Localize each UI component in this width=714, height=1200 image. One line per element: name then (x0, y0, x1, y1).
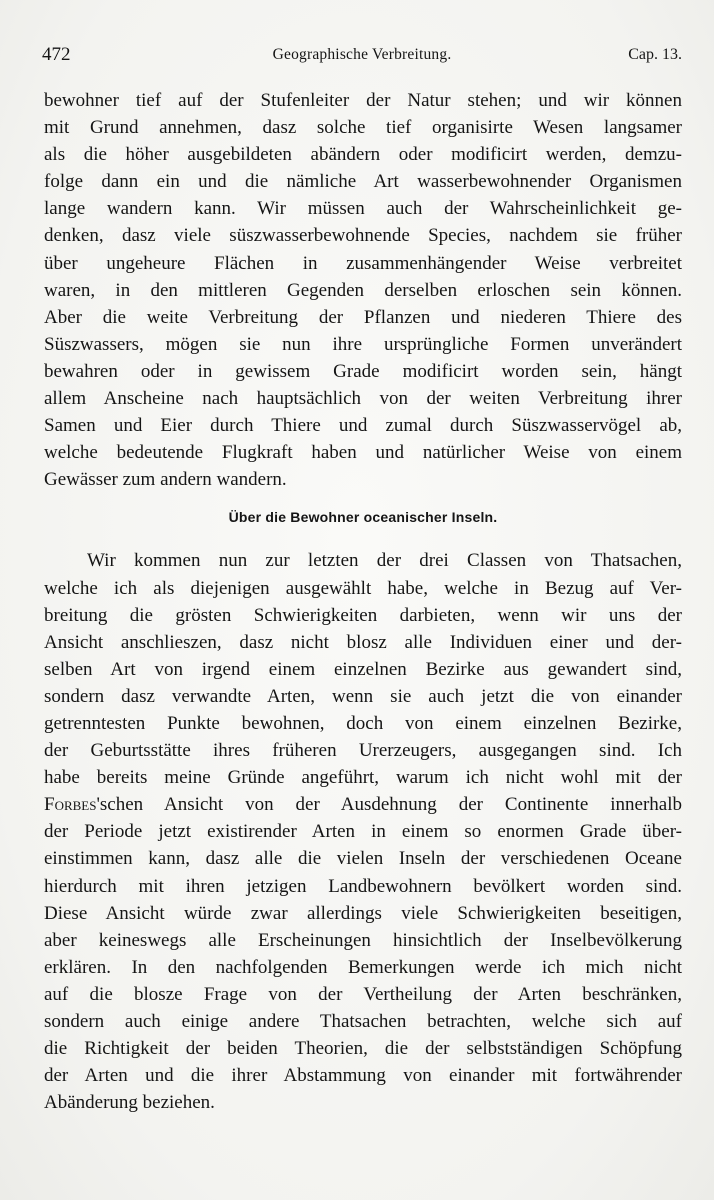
text-line: auf die blosze Frage von der Vertheilung der Arten beschränken, (44, 983, 682, 1005)
text-line: mit Grund annehmen, dasz solche tief organisirte Wesen langsamer (44, 117, 682, 139)
text-line: bewahren oder in gewissem Grade modificirt worden sein, hängt (44, 360, 682, 382)
text-line: getrenntesten Punkte bewohnen, doch von einem einzelnen Bezirke, (44, 712, 682, 734)
text-line: selben Art von irgend einem einzelnen Bezirke aus gewandert sind, (44, 658, 682, 680)
text-line: als die höher ausgebildeten abändern oder modificirt werden, demzu- (44, 144, 682, 166)
text-line: habe bereits meine Gründe angeführt, warum ich nicht wohl mit der (44, 767, 682, 789)
text-line: über ungeheure Flächen in zusammenhängender Weise verbreitet (44, 252, 682, 274)
text-line: der Arten und die ihrer Abstammung von einander mit fortwährender (44, 1065, 682, 1087)
text-line: welche bedeutende Flugkraft haben und natürlicher Weise von einem (44, 442, 682, 464)
paragraph-1 (44, 87, 682, 493)
text-line: Wir kommen nun zur letzten der drei Classen von Thatsachen, (87, 550, 682, 572)
text-line: folge dann ein und die nämliche Art wasserbewohnender Organismen (44, 171, 682, 193)
text-line-rest: 'schen Ansicht von der Ausdehnung der Continente innerhalb (96, 794, 682, 816)
text-line: Gewässer zum andern wandern. (44, 469, 287, 491)
section-heading: Über die Bewohner oceanischer Inseln. (228, 509, 498, 526)
text-line: der Geburtsstätte ihres früheren Urerzeugers, ausgegangen sind. Ich (44, 740, 682, 762)
text-line: hierdurch mit ihren jetzigen Landbewohnern bevölkert worden sind. (44, 875, 682, 897)
text-line: Aber die weite Verbreitung der Pflanzen und niederen Thiere des (44, 306, 682, 328)
text-line: breitung die grösten Schwierigkeiten darbieten, wenn wir uns der (44, 604, 682, 626)
text-line: welche ich als diejenigen ausgewählt habe, welche in Bezug auf Ver- (44, 577, 682, 599)
text-line: einstimmen kann, dasz alle die vielen Inseln der verschiedenen Oceane (44, 848, 682, 870)
text-line: sondern dasz verwandte Arten, wenn sie auch jetzt die von einander (44, 685, 682, 707)
text-line: Ansicht anschlieszen, dasz nicht blosz alle Individuen einer und der- (44, 631, 682, 653)
text-line: aber keineswegs alle Erscheinungen hinsichtlich der Inselbevölkerung (44, 929, 682, 951)
text-line: lange wandern kann. Wir müssen auch der Wahrscheinlichkeit ge- (44, 198, 682, 220)
text-line: der Periode jetzt existirender Arten in einem so enormen Grade über- (44, 821, 682, 843)
text-line: Samen und Eier durch Thiere und zumal durch Süszwasservögel ab, (44, 415, 682, 437)
running-title: Geographische Verbreitung. (272, 46, 452, 63)
text-line (44, 791, 682, 818)
text-line: Diese Ansicht würde zwar allerdings viele Schwierigkeiten beseitigen, (44, 902, 682, 924)
text-line: erklären. In den nachfolgenden Bemerkungen werde ich mich nicht (44, 956, 682, 978)
page-number: 472 (42, 44, 71, 65)
author-name-forbes: Forbes (44, 794, 97, 816)
text-line: Abänderung beziehen. (44, 1092, 215, 1114)
text-line: Süszwassers, mögen sie nun ihre ursprüngliche Formen unverändert (44, 333, 682, 355)
paragraph-2 (44, 547, 682, 1116)
chapter-label: Cap. 13. (628, 46, 682, 63)
text-line: bewohner tief auf der Stufenleiter der Natur stehen; und wir können (44, 90, 682, 111)
body-text (44, 87, 682, 1116)
text-line: allem Anscheine nach hauptsächlich von der weiten Verbreitung ihrer (44, 388, 682, 410)
text-line: waren, in den mittleren Gegenden derselben erloschen sein können. (44, 279, 682, 301)
page-header (42, 44, 682, 72)
text-line: denken, dasz viele süszwasserbewohnende Species, nachdem sie früher (44, 225, 682, 247)
text-line: sondern auch einige andere Thatsachen betrachten, welche sich auf (44, 1011, 682, 1032)
text-line: die Richtigkeit der beiden Theorien, die der selbstständigen Schöpfung (44, 1038, 682, 1060)
